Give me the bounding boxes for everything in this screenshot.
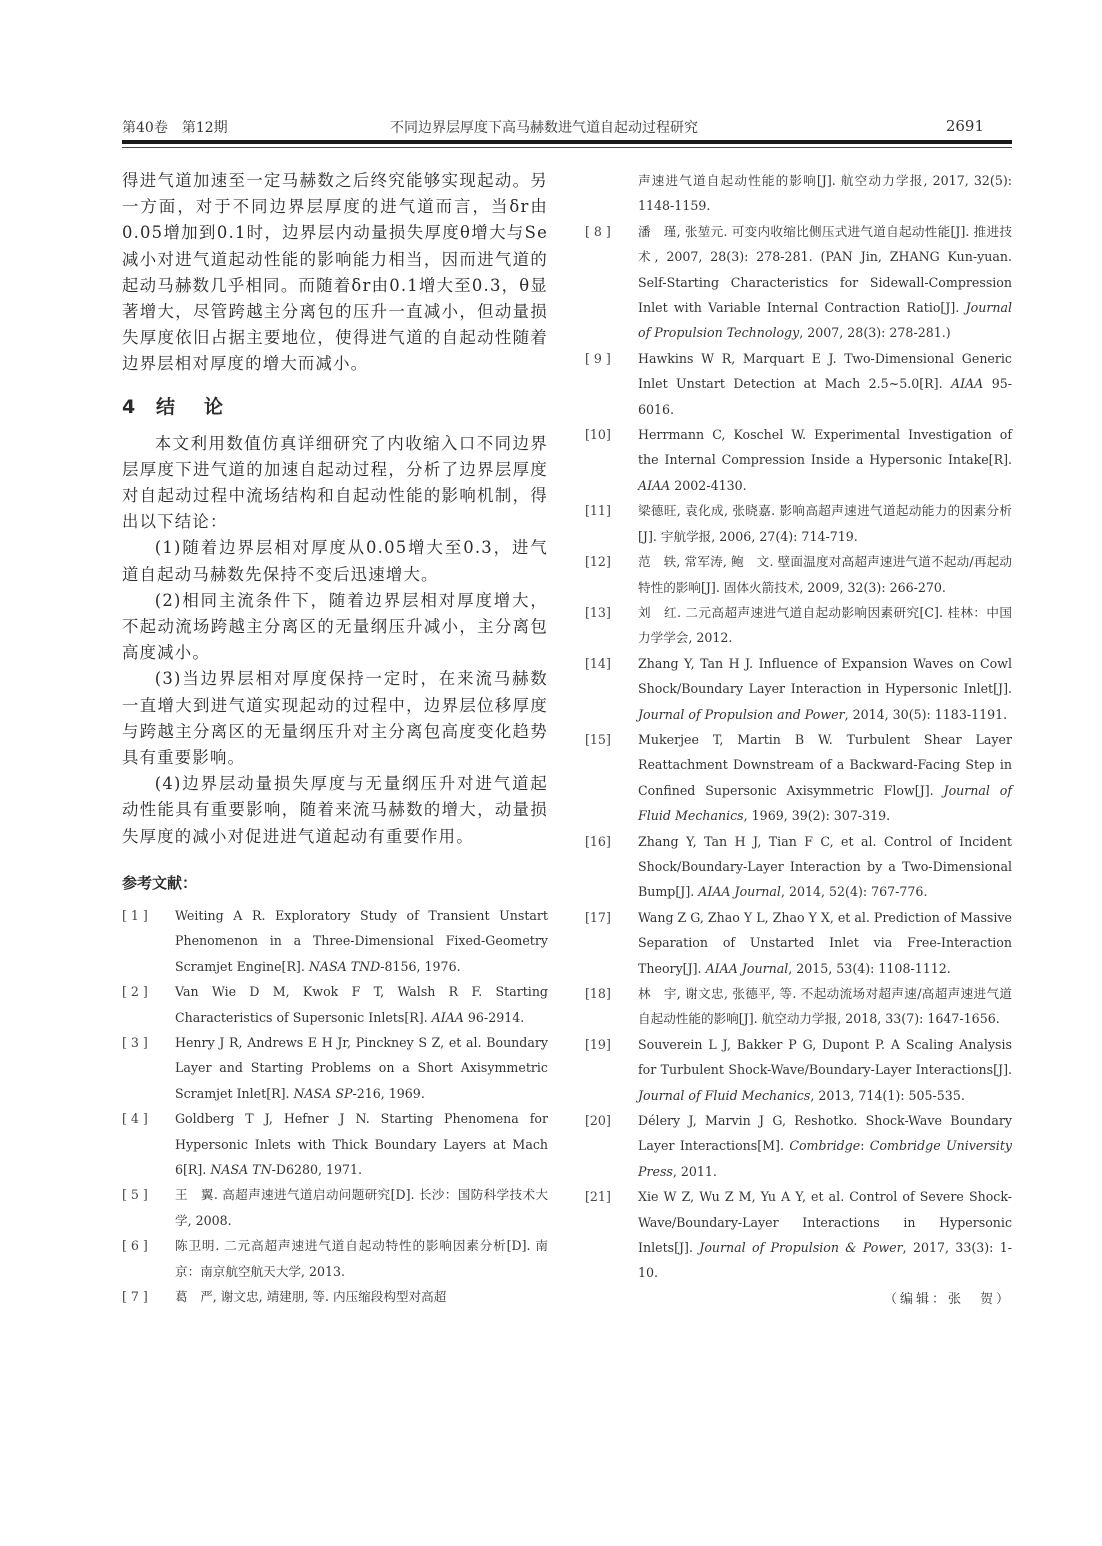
section-title-part2: 论	[204, 395, 224, 418]
reference-item	[585, 422, 1012, 498]
reference-item	[585, 1032, 1012, 1108]
reference-italic-text: Combridge	[789, 1138, 861, 1154]
reference-number: [10]	[585, 427, 611, 443]
section-title-part1: 结	[156, 395, 176, 418]
reference-item	[122, 979, 548, 1030]
reference-list-right	[585, 168, 1012, 1286]
reference-italic-text: AIAA Journal	[698, 884, 781, 900]
reference-italic-text: NASA TN	[210, 1161, 272, 1177]
reference-text: Weiting A R. Exploratory Study of Transient Unstart Phenomenon in a Three-Dimensional Fixed-Geometry Scramjet Engine[R].	[175, 907, 548, 974]
page-number: 2691	[945, 117, 984, 135]
section-heading	[122, 392, 548, 419]
reference-item	[585, 727, 1012, 829]
reference-text: -D6280, 1971.	[271, 1161, 363, 1177]
reference-italic-text: Journal of Propulsion & Power	[699, 1240, 903, 1256]
reference-text: Zhang Y, Tan H J, Tian F C, et al. Control of Incident Shock/Boundary-Layer Interaction by a Two-Dimensional Bump[J].	[638, 833, 1012, 900]
reference-item	[585, 829, 1012, 905]
reference-text: , 1969, 39(2): 307-319.	[743, 808, 891, 824]
reference-text: , 2014, 52(4): 767-776.	[780, 884, 928, 900]
conclusion-item: (2)相同主流条件下，随着边界层相对厚度增大，不起动流场跨越主分离区的无量纲压升减小，主分离包高度减小。	[122, 590, 548, 663]
reference-italic-text: Journal of Propulsion and Power	[638, 706, 845, 722]
reference-number: [13]	[585, 604, 611, 620]
section-number: 4	[122, 395, 136, 418]
reference-text: :	[860, 1138, 870, 1154]
reference-item	[122, 1106, 548, 1182]
reference-number: [ 2 ]	[122, 984, 148, 1000]
reference-text: 潘 瑾, 张堃元. 可变内收缩比侧压式进气道自起动性能[J]. 推进技术, 2007, 28(3): 278-281. (PAN Jin, ZHANG Kun-yuan. Self-Starting Characteristics for Sidewall-Compression Inlet with Variable Internal Contraction Ratio[J].	[638, 223, 1012, 316]
reference-number: [14]	[585, 655, 611, 671]
reference-text: , 2013, 714(1): 505-535.	[810, 1087, 965, 1103]
reference-item	[585, 1184, 1012, 1286]
reference-text: 陈卫明. 二元高超声速进气道自起动特性的影响因素分析[D]. 南京：南京航空航天大学, 2013.	[175, 1238, 548, 1279]
reference-text: Herrmann C, Koschel W. Experimental Investigation of the Internal Compression Inside a Hypersonic Intake[R].	[638, 427, 1012, 468]
reference-item	[585, 549, 1012, 600]
reference-text: Xie W Z, Wu Z M, Yu A Y, et al. Control of Severe Shock-Wave/Boundary-Layer Interactions in Hypersonic Inlets[J].	[638, 1189, 1012, 1256]
reference-number: [17]	[585, 909, 611, 925]
reference-text: -216, 1969.	[352, 1085, 425, 1101]
reference-text: Délery J, Marvin J G, Reshotko. Shock-Wave Boundary Layer Interactions[M].	[638, 1113, 1012, 1154]
reference-item	[122, 1182, 548, 1233]
reference-item	[585, 219, 1012, 346]
reference-text: Henry J R, Andrews E H Jr, Pinckney S Z, et al. Boundary Layer and Starting Problems on a Short Axisymmetric Scramjet Inlet[R].	[175, 1034, 548, 1101]
reference-text: Mukerjee T, Martin B W. Turbulent Shear Layer Reattachment Downstream of a Backward-Facing Step in Confined Supersonic Axisymmetric Flow[J].	[638, 731, 1012, 798]
reference-number: [19]	[585, 1036, 611, 1052]
reference-item	[122, 903, 548, 979]
reference-text: 96-2914.	[463, 1009, 525, 1025]
reference-number: [ 6 ]	[122, 1238, 148, 1254]
reference-number: [ 7 ]	[122, 1288, 148, 1304]
reference-item	[585, 168, 1012, 219]
conclusion-intro: 本文利用数值仿真详细研究了内收缩入口不同边界层厚度下进气道的加速自起动过程，分析了边界层厚度对自起动过程中流场结构和自起动性能的影响机制，得出以下结论：	[122, 433, 548, 532]
reference-item	[122, 1284, 548, 1309]
reference-italic-text: AIAA	[638, 477, 671, 493]
continuation-paragraph: 得进气道加速至一定马赫数之后终究能够实现起动。另一方面，对于不同边界层厚度的进气道而言，当δr由0.05增加到0.1时，边界层内动量损失厚度θ增大与Se减小对进气道起动性能的影响能力相当，因而进气道的起动马赫数几乎相同。而随着δr由0.1增大至0.3，θ显著增大，尽管跨越主分离包的压升一直减小，但动量损失厚度依旧占据主要地位，使得进气道的自起动性随着边界层相对厚度的增大而减小。	[122, 171, 548, 374]
reference-number: [15]	[585, 731, 611, 747]
reference-text: , 2014, 30(5): 1183-1191.	[844, 706, 1008, 722]
reference-item	[122, 1233, 548, 1284]
conclusion-item: (3)当边界层相对厚度保持一定时，在来流马赫数一直增大到进气道实现起动的过程中，边界层位移厚度与跨越主分离区的无量纲压升对主分离包高度变化趋势具有重要影响。	[122, 669, 548, 768]
reference-number: [ 4 ]	[122, 1111, 148, 1127]
header-rule-thick	[122, 140, 1012, 144]
reference-list-left	[122, 903, 548, 1310]
reference-item	[585, 498, 1012, 549]
conclusion-item: (1)随着边界层相对厚度从0.05增大至0.3，进气道自起动马赫数先保持不变后迅速增大。	[122, 538, 548, 584]
references-heading: 参考文献：	[122, 873, 198, 892]
conclusion-item: (4)边界层动量损失厚度与无量纲压升对进气道起动性能具有重要影响，随着来流马赫数的增大，动量损失厚度的减小对促进进气道起动有重要作用。	[122, 774, 548, 846]
reference-italic-text: AIAA Journal	[705, 960, 789, 976]
reference-text: 声速进气道自起动性能的影响[J]. 航空动力学报, 2017, 32(5): 1148-1159.	[638, 173, 1012, 214]
reference-italic-text: NASA SP	[293, 1085, 353, 1101]
reference-italic-text: Journal of Fluid Mechanics	[638, 782, 1013, 824]
reference-text: 葛 严, 谢文忠, 靖建朋, 等. 内压缩段构型对高超	[175, 1288, 447, 1304]
reference-item	[585, 600, 1012, 651]
reference-text: Wang Z G, Zhao Y L, Zhao Y X, et al. Prediction of Massive Separation of Unstarted Inlet via Free-Interaction Theory[J].	[638, 909, 1012, 976]
reference-italic-text: Journal of Propulsion Technology	[638, 300, 1012, 341]
reference-number: [16]	[585, 833, 611, 849]
reference-number: [21]	[585, 1189, 611, 1205]
reference-item	[585, 905, 1012, 981]
reference-italic-text: Journal of Fluid Mechanics	[638, 1087, 811, 1103]
reference-number: [ 8 ]	[585, 223, 611, 239]
reference-item	[585, 1108, 1012, 1184]
reference-text: 林 宇, 谢文忠, 张德平, 等. 不起动流场对超声速/高超声速进气道自起动性能的影响[J]. 航空动力学报, 2018, 33(7): 1647-1656.	[638, 986, 1012, 1027]
reference-text: 95-6016.	[638, 376, 1012, 417]
reference-text: , 2011.	[672, 1163, 717, 1179]
reference-italic-text: NASA TND	[308, 958, 381, 974]
header-rule-thin	[122, 147, 1012, 148]
reference-italic-text: Combridge University Press	[638, 1138, 1013, 1179]
reference-text: 梁德旺, 袁化成, 张晓嘉. 影响高超声速进气道起动能力的因素分析[J]. 宇航学报, 2006, 27(4): 714-719.	[638, 503, 1012, 544]
reference-number: [ 1 ]	[122, 907, 148, 923]
reference-number: [11]	[585, 503, 611, 519]
reference-text: Souverein L J, Bakker P G, Dupont P. A Scaling Analysis for Turbulent Shock-Wave/Boundary-Layer Interactions[J].	[638, 1036, 1012, 1078]
reference-text: Zhang Y, Tan H J. Influence of Expansion Waves on Cowl Shock/Boundary Layer Interaction in Hypersonic Inlet[J].	[638, 655, 1012, 697]
right-column	[585, 168, 1012, 1307]
reference-text: Van Wie D M, Kwok F T, Walsh R F. Starting Characteristics of Supersonic Inlets[R].	[175, 984, 548, 1025]
reference-text: , 2017, 33(3): 1-10.	[638, 1240, 1012, 1281]
editor-note: （编辑：张 贺）	[883, 1291, 1012, 1307]
reference-italic-text: AIAA	[951, 376, 984, 392]
volume-issue: 第40卷 第12期	[122, 120, 228, 136]
reference-text: 2002-4130.	[670, 477, 747, 493]
running-title: 不同边界层厚度下高马赫数进气道自起动过程研究	[390, 120, 698, 136]
reference-text: , 2007, 28(3): 278-281.)	[799, 325, 951, 341]
reference-text: , 2015, 53(4): 1108-1112.	[788, 960, 951, 976]
reference-text: -8156, 1976.	[380, 958, 461, 974]
reference-text: Hawkins W R, Marquart E J. Two-Dimensional Generic Inlet Unstart Detection at Mach 2.5~5.0[R].	[638, 350, 1012, 392]
reference-item	[585, 651, 1012, 727]
reference-number: [ 3 ]	[122, 1034, 148, 1050]
left-column	[122, 168, 548, 1309]
reference-item	[585, 981, 1012, 1032]
reference-number: [ 5 ]	[122, 1187, 148, 1203]
reference-number: [18]	[585, 986, 611, 1001]
reference-text: Goldberg T J, Hefner J N. Starting Phenomena for Hypersonic Inlets with Thick Boundary Layers at Mach 6[R].	[175, 1111, 548, 1177]
reference-item	[122, 1030, 548, 1106]
reference-text: 范 轶, 常军涛, 鲍 文. 壁面温度对高超声速进气道不起动/再起动特性的影响[J]. 固体火箭技术, 2009, 32(3): 266-270.	[638, 554, 1012, 595]
reference-text: 刘 红. 二元高超声速进气道自起动影响因素研究[C]. 桂林：中国力学学会, 2012.	[638, 604, 1012, 646]
reference-item	[585, 346, 1012, 422]
reference-number: [ 9 ]	[585, 350, 611, 366]
reference-number: [12]	[585, 554, 611, 570]
reference-number: [20]	[585, 1113, 611, 1129]
reference-italic-text: AIAA	[431, 1009, 464, 1025]
reference-text: 王 翼. 高超声速进气道启动问题研究[D]. 长沙：国防科学技术大学, 2008.	[175, 1187, 548, 1228]
